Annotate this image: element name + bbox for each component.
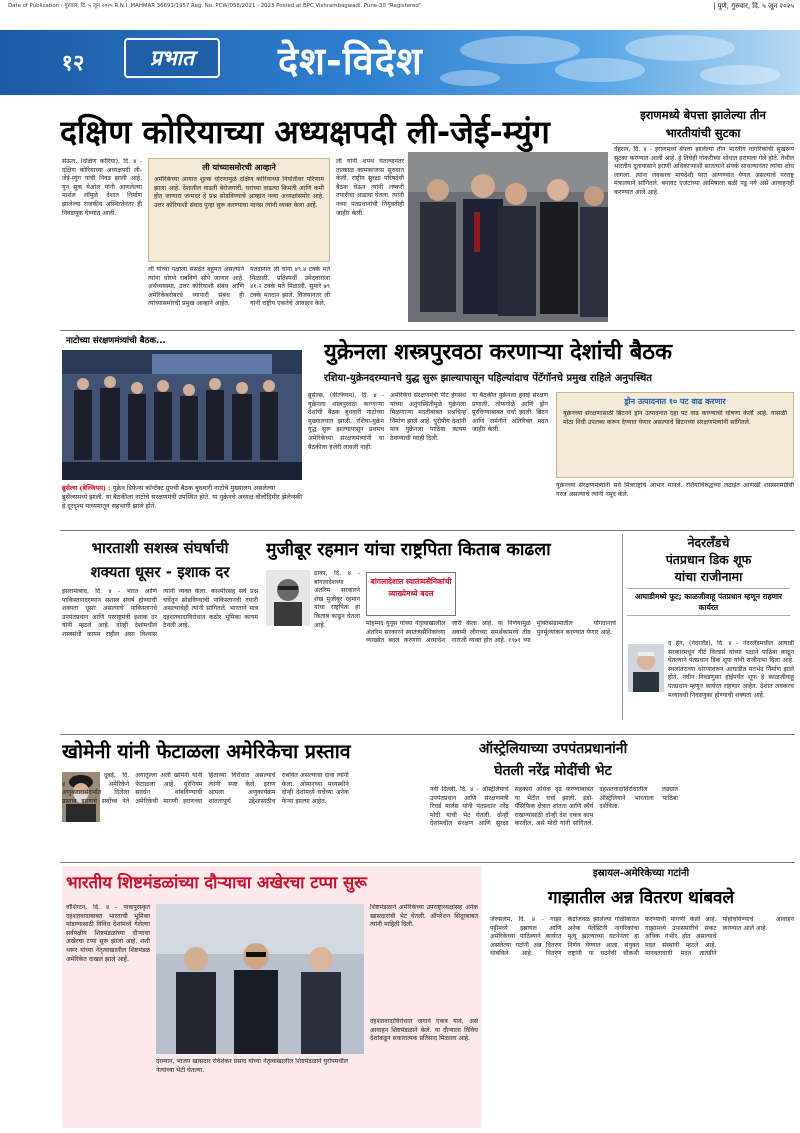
headline-ukraine: युक्रेनला शस्त्रपुरवठा करणाऱ्या देशांची बैठक (324, 340, 672, 365)
netherlands-subhead: आघाडीमध्ये फूट; काळजीवाहू पंतप्रधान म्हणून राहणार कार्यरत (627, 588, 790, 616)
headline-korea: दक्षिण कोरियाच्या अध्यक्षपदी ली-जेई-म्युंग (60, 113, 550, 151)
delegation-col-3: दहशतवादाविरोधात जगाने एकत्र यावे, असे आवाहन शिष्टमंडळाने केले. या दौऱ्याला विविध देशांकडून सकारात्मक प्रतिसाद मिळाला आहे. (370, 1018, 478, 1043)
gaza-body: जेरुसलेम, दि. ४ - गाझा पट्टीमध्ये इस्रायल आणि अमेरिकेच्या पाठिंब्याने कार्यरत असलेल्या गटांनी अन्न वितरण थांबविले आहे. वितरण केंद्रांजवळ झालेल्या गोळीबारात अनेक पॅलेस्टिनी नागरिकांचा मृत्यू झाल्याच्या घटनेनंतर हा निर्णय घेण्यात आला. संयुक्त राष्ट्रांनी या घटनेची चौकशी करण्याची मागणी केली आहे. गाझामध्ये उपासमारीचे संकट अधिक गंभीर होत असल्याचे मदत संस्थांनी म्हटले आहे. मानवतावादी मदत तातडीने पोहोचविण्याचे आवाहन करण्यात आले आहे. (490, 916, 794, 958)
korea-box-title: ली यांच्यासमोरची आव्हाने (202, 163, 276, 172)
korea-col-2: ली यांच्या पक्षाला संसदेत बहुमत असल्याने त्यांना धोरणे राबविणे सोपे जाणार आहे. अर्थव्यवस्था, उत्तर कोरियाशी संबंध आणि अमेरिकेबरोबरचे व्यापारी संबंध ही त्यांच्यासमोरची प्रमुख आव्हाने आहेत. (148, 266, 244, 308)
headline-australia-1: ऑस्ट्रेलियाच्या उपपंतप्रधानांनी (478, 741, 628, 757)
headline-khomeini: खोमेनी यांनी फेटाळला अमेरिकेचा प्रस्ताव (62, 740, 351, 763)
publication-line: Date of Publication : गुरुवार, दि. ५ जून २०२५ R.N.I. MAHMAR 36691/1957 Reg. No. PCW/058/2021 - 2023 Posted at BPC Vishrambagwadi, Pune-30 "Registered" (8, 3, 422, 9)
mujib-box (366, 572, 456, 616)
rule-3 (60, 734, 795, 735)
delegation-photo (156, 904, 364, 1054)
india-pak-body: इस्लामाबाद, दि. ४ - भारत आणि पाकिस्तानदरम्यान सशस्त्र संघर्ष होण्याची शक्यता धूसर असल्याचे पाकिस्तानचे उपपंतप्रधान आणि परराष्ट्रमंत्री इशाक दर यांनी म्हटले आहे. दोन्ही देशांमधील शस्त्रसंधी कायम राहील असा विश्वास त्यांनी व्यक्त केला. काश्मीरसह सर्व प्रश्न चर्चेतून सोडविण्याची पाकिस्तानची तयारी असल्याचेही त्यांनी सांगितले. भारताने मात्र दहशतवादाविरोधात कठोर भूमिका कायम ठेवली आहे. (62, 588, 258, 638)
ukraine-col-3: या बैठकीत युक्रेनला हवाई संरक्षण प्रणाली, तोफगोळे आणि ड्रोन पुरविण्याबाबत चर्चा झाली. ब्रिटन आणि जर्मनीने अतिरिक्त मदत जाहीर केली. (472, 392, 548, 434)
headline-delegation: भारतीय शिष्टमंडळांच्या दौऱ्याचा अखेरचा टप्पा सुरू (66, 873, 367, 892)
header-date: | पुणे, गुरुवार, दि. ५ जून २०२५ (713, 2, 794, 10)
netherlands-portrait (628, 644, 664, 692)
mujib-portrait (266, 570, 310, 626)
ukraine-subhead: रशिया-युक्रेनदरम्यानचे युद्ध सुरू झाल्यापासून पहिल्यांदाच पेंटॅगॉनचे प्रमुख राहिले अनुपस्थित (324, 373, 652, 384)
mujib-body: मोहम्मद युनूस यांच्या नेतृत्वाखालील अंतरिम सरकारने स्वातंत्र्यसैनिकांच्या व्याख्येत बदल करणारा अध्यादेश जारी केला आहे. या निर्णयामुळे अवामी लीगच्या समर्थकांमध्ये तीव्र नाराजी व्यक्त होत आहे. १९७१ च्या मुक्तिसंग्रामातील योगदानाचे पुनर्मूल्यांकन करण्यात येणार आहे. (366, 620, 616, 645)
nato-caption-text: युक्रेन डिफेन्स कॉन्टॅक्ट ग्रुपची बैठक बुधवारी नाटोचे मुख्यालय असलेल्या ब्रुसेल्समध्ये झाली. या बैठकीला नाटोचे संरक्षणमंत्री उपस्थित होते. या युक्रेनचे अध्यक्ष वोलोदिमीर झेलेन्स्की हे दूरदृश्य माध्यमातून सहभागी झाले होते. (62, 484, 302, 510)
iran-body: तेहरान, दि. ४ - इराणमध्ये बेपत्ता झालेल्या तीन भारतीय नागरिकांची सुखरूप सुटका करण्यात आली आहे. हे तिघेही नोकरीच्या शोधात इराणला गेले होते. तेथील भारतीय दूतावासाने इराणी अधिकाऱ्यांशी सातत्याने संपर्क साधल्यानंतर त्यांचा शोध लागला. त्यांना लवकरच मायदेशी परत आणण्यात येणार असल्याचे परराष्ट्र मंत्रालयाने सांगितले. बनावट एजंटांच्या आमिषाला बळी पडू नये असे आवाहनही करण्यात आले आहे. (614, 146, 794, 196)
australia-body: नवी दिल्ली, दि. ४ - ऑस्ट्रेलियाचे उपपंतप्रधान आणि संरक्षणमंत्री रिचर्ड मार्लस यांनी पंतप्रधान नरेंद्र मोदी यांची भेट घेतली. दोन्ही देशांमधील संरक्षण आणि सुरक्षा सहकार्य अधिक दृढ करण्याबाबत या भेटीत चर्चा झाली. इंडो-पॅसिफिक क्षेत्रात शांतता आणि स्थैर्य राखण्यासाठी दोन्ही देश एकत्र काम करतील, असे मोदी यांनी सांगितले. दहशतवादाविरोधातील लढ्यात ऑस्ट्रेलियाने भारताला पाठिंबा दर्शविला. (430, 786, 678, 828)
korea-col-3: मतदानात ली यांना ४९.४ टक्के मते मिळाली. प्रतिस्पर्धी उमेदवाराला ४१.२ टक्के मते मिळाली. सुमारे ७९ टक्के मतदान झाले. विजयानंतर ली यांनी राष्ट्रीय एकतेचे आवाहन केले. (250, 266, 330, 308)
rule-4 (60, 862, 795, 863)
korea-box-text: अमेरिकेच्या आयात शुल्क धोरणामुळे दक्षिण कोरियाच्या निर्यातीवर परिणाम झाला आहे. देशातील वाढती बेरोजगारी, घरांच्या वाढत्या किमती आणि कमी होत जाणारा जन्मदर हे प्रश्न सोडविण्याचे आव्हान नव्या अध्यक्षांसमोर आहे. उत्तर कोरियाशी संवाद पुन्हा सुरू करण्याचा मानस त्यांनी व्यक्त केला आहे. (154, 176, 324, 209)
mujib-portrait-art (266, 570, 310, 626)
brand-logo (124, 38, 220, 78)
headline-australia-2: घेतली नरेंद्र मोदींची भेट (494, 763, 612, 779)
korea-photo-art (408, 152, 608, 322)
rule-1 (60, 330, 795, 331)
ukraine-drone-box (556, 392, 794, 478)
headline-india-pak-1: भारताशी सशस्त्र संघर्षाची (91, 539, 229, 557)
korea-challenges-box (148, 158, 330, 262)
khomeini-body: दुबई, दि. ४ - अमेरिकेने अणुकरारासंदर्भात दिलेला प्रस्ताव इराणचे सर्वोच्च नेते अयातुल्ला अली खोमेनी यांनी फेटाळला आहे. युरेनियम संवर्धन थांबविण्याची अमेरिकेची मागणी इराणच्या हिताच्या विरोधात असल्याचे त्यांनी स्पष्ट केले. इराण आपला अणुकार्यक्रम शांततापूर्ण उद्देशासाठीच राबवित असल्याचा दावा त्यांनी केला. ओमानच्या मध्यस्थीने दोन्ही देशांमध्ये चर्चेच्या अनेक फेऱ्या झाल्या आहेत. (62, 772, 349, 805)
nato-photo (62, 350, 302, 480)
iran-headline-block (612, 104, 794, 144)
headline-india-pak-2: शक्यता धूसर - इशाक दर (90, 563, 230, 581)
gaza-kicker: इस्रायल-अमेरिकेच्या गटांनी (592, 868, 690, 879)
headline-iran: इराणमध्ये बेपत्ता झालेल्या तीन भारतीयांची सुटका (640, 108, 766, 140)
korea-photo (408, 152, 608, 322)
headline-mujib: मुजीबूर रहमान यांचा राष्ट्रपिता किताब काढला (266, 540, 551, 560)
nato-tag: नाटोच्या संरक्षणमंत्र्यांची बैठक... (62, 334, 232, 349)
ukraine-box-text: युक्रेनच्या संरक्षणासाठी ब्रिटनने ड्रोन उत्पादनात दहा पट वाढ करण्याची घोषणा केली आहे. यासाठी मोठा निधी उपलब्ध करून देण्यात येणार असल्याचे ब्रिटनच्या संरक्षणमंत्र्यांनी सांगितले. (563, 410, 787, 426)
ukraine-col-4: युक्रेनच्या संरक्षणमंत्र्यांनी सर्व मित्रराष्ट्रांचे आभार मानले. रशियाविरुद्धच्या लढाईत आणखी शस्त्रसामग्रीची गरज असल्याचे त्यांनी नमूद केले. (556, 482, 794, 498)
rule-2 (60, 530, 795, 531)
brand-logo-text: प्रभात (149, 46, 195, 70)
netherlands-portrait-art (628, 644, 664, 692)
mujib-box-title: बांगलादेशात स्वातंत्र्यसैनिकांची व्याख्येमध्ये बदल (370, 577, 452, 598)
headline-netherlands-3: यांचा राजीनामा (674, 569, 743, 584)
page-number: १२ (61, 51, 85, 76)
nato-caption-place: ब्रुसेल्स (बेल्जियम) : (62, 484, 111, 492)
korea-col-4: ली यांनी शपथ घेतल्यानंतर तात्काळ कामकाजास सुरुवात केली. राष्ट्रीय सुरक्षा परिषदेची बैठक घेऊन त्यांनी लष्करी तयारीचा आढावा घेतला. त्यांनी नव्या पंतप्रधानांची नियुक्तीही जाहीर केली. (336, 158, 404, 217)
ukraine-col-1: ब्रुसेल्स, (बेल्जियम), दि. ४ - युक्रेनला शस्त्रपुरवठा करणाऱ्या देशांची बैठक बुधवारी नाटोच्या मुख्यालयात झाली. रशिया-युक्रेन युद्ध सुरू झाल्यापासून प्रथमच अमेरिकेच्या संरक्षणमंत्र्यांनी या बैठकीला हजेरी लावली नाही. (308, 392, 384, 451)
mujib-dateline: ढाका, दि. ४ - बांगलादेशच्या अंतरिम सरकारने शेख मुजीबूर रहमान यांचा राष्ट्रपिता हा किताब काढून घेतला आहे. (314, 570, 360, 629)
delegation-col-2: शिष्टमंडळाने अमेरिकेच्या उपराष्ट्राध्यक्षांसह अनेक खासदारांची भेट घेतली. ऑपरेशन सिंदूरबाबत त्यांनी माहिती दिली. (370, 904, 478, 929)
nato-photo-art (62, 350, 302, 480)
headline-netherlands-1: नेदरलॅंडचे (687, 535, 730, 550)
delegation-col-1: वॉशिंग्टन, दि. ४ - पाकपुरस्कृत दहशतवादाबाबत भारताची भूमिका मांडण्यासाठी विविध देशांमध्ये गेलेल्या सर्वपक्षीय शिष्टमंडळांच्या दौऱ्याचा अखेरचा टप्पा सुरू झाला आहे. शशी थरूर यांच्या नेतृत्वाखालील शिष्टमंडळ अमेरिकेत दाखल झाले आहे. (66, 904, 150, 963)
delegation-caption: दरम्यान, भाजप खासदार रविशंकर प्रसाद यांच्या नेतृत्वाखालील शिष्टमंडळाने युरोपमधील नेत्यांच्या भेटी घेतल्या. (156, 1058, 348, 1074)
section-title: देश-विदेश (278, 39, 423, 83)
headline-gaza: गाझातील अन्न वितरण थांबवले (547, 888, 735, 908)
delegation-photo-art (156, 904, 364, 1054)
netherlands-body: द हेग, (नेदरलॅंड), दि. ४ - नेदरलॅंडमधील आघाडी सरकारमधून गीर्ट विल्डर्स यांच्या पक्षाने पाठिंबा काढून घेतल्याने पंतप्रधान डिक शूफ यांनी राजीनामा दिला आहे. स्थलांतराच्या धोरणावरून आघाडीत मतभेद निर्माण झाले होते. नवीन निवडणुका होईपर्यंत शूफ हे काळजीवाहू पंतप्रधान म्हणून कार्यरत राहणार आहेत. देशात लवकरच मध्यावधी निवडणुका होण्याची शक्यता आहे. (668, 640, 794, 699)
headline-netherlands-2: पंतप्रधान डिक शूफ (665, 552, 752, 567)
korea-col-1: सेऊल, (दक्षिण कोरिया), दि. ४ - दक्षिण कोरियाच्या अध्यक्षपदी ली-जेई-म्युंग यांची निवड झाली आहे. युन सुक येओल यांनी आणलेल्या मार्शल लॉमुळे देशात निर्माण झालेल्या राजकीय अस्थिरतेनंतर ही निवडणूक घेण्यात आली. (62, 158, 142, 217)
nato-caption (62, 484, 302, 524)
ukraine-box-title: ड्रोन उत्पादनात १० पट वाढ करणार (624, 397, 726, 406)
ukraine-col-2: अमेरिकेचे संरक्षणमंत्री पीट हेगसेथ यांच्या अनुपस्थितीमुळे युक्रेनला मिळणाऱ्या मदतीबाबत प्रश्नचिन्ह निर्माण झाले आहे. युरोपीय देशांनी मात्र युक्रेनला पाठिंबा कायम ठेवण्याची ग्वाही दिली. (390, 392, 466, 442)
